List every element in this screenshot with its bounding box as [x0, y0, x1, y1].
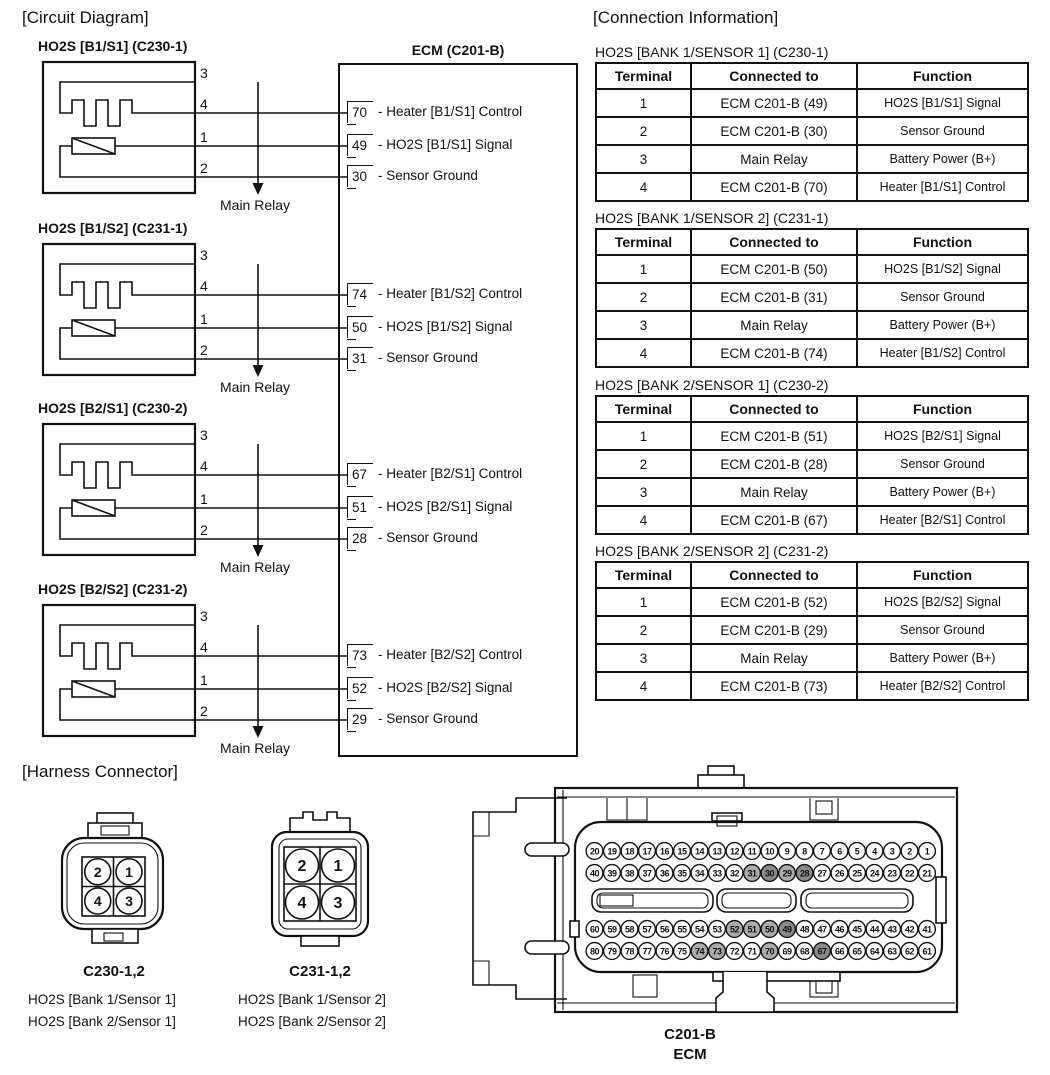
table-1-cell-3-1: 3	[596, 145, 691, 173]
c201b-pin-number-28: 28	[799, 868, 810, 879]
table-4-row-1	[596, 588, 1028, 616]
circuit-heading-2: HO2S [B1/S2] (C231-1)	[38, 220, 188, 236]
c201b-pin-number-14: 14	[694, 846, 705, 857]
c201b-pin-number-56: 56	[659, 924, 670, 935]
c201b-pin-number-54: 54	[694, 924, 705, 935]
connection-table-1	[595, 62, 1029, 202]
c201b-pin-number-61: 61	[922, 946, 932, 957]
connection-table-2	[595, 228, 1029, 368]
terminal-label-1-2: 2	[200, 160, 208, 176]
terminal-label-2-2: 2	[200, 342, 208, 358]
connector-c201b-drawing	[473, 766, 957, 1012]
ecm-pin-row-73	[347, 644, 522, 666]
main-relay-label-3: Main Relay	[220, 559, 291, 575]
ecm-pin-function-label: - Sensor Ground	[378, 711, 478, 726]
c230-function-label-1: HO2S [Bank 1/Sensor 1]	[28, 992, 176, 1007]
c201b-pin-number-17: 17	[642, 846, 652, 857]
c201b-pin-number-75: 75	[677, 946, 687, 957]
table-1-header-3: Function	[857, 63, 1028, 89]
c201b-pin-number-67: 67	[817, 946, 827, 957]
table-3-header-1: Terminal	[596, 396, 691, 422]
table-1-cell-2-3: Sensor Ground	[857, 117, 1028, 145]
table-2-header-3: Function	[857, 229, 1028, 255]
c201b-pin-number-77: 77	[642, 946, 652, 957]
c201b-pin-number-44: 44	[869, 924, 880, 935]
terminal-label-4-4: 4	[200, 639, 208, 655]
c201b-pin-number-40: 40	[589, 868, 600, 879]
ecm-pin-number-49: 49	[347, 134, 373, 156]
ecm-pin-row-74	[347, 283, 522, 305]
c201b-pin-number-9: 9	[784, 846, 790, 857]
table-3-header-2: Connected to	[691, 396, 857, 422]
c201b-pin-number-15: 15	[677, 846, 687, 857]
ecm-pin-number-67: 67	[347, 463, 373, 485]
table-1-cell-2-1: 2	[596, 117, 691, 145]
table-2-cell-1-2: ECM C201-B (50)	[691, 255, 857, 283]
circuit-art-4	[43, 605, 347, 738]
c201b-pin-number-35: 35	[677, 868, 687, 879]
connection-table-3	[595, 395, 1029, 535]
c201b-pin-number-22: 22	[904, 868, 915, 879]
table-2-cell-1-3: HO2S [B1/S2] Signal	[857, 255, 1028, 283]
c201b-pin-number-49: 49	[782, 924, 792, 935]
ecm-pin-function-label: - HO2S [B1/S1] Signal	[378, 137, 513, 152]
ecm-pin-number-74: 74	[347, 283, 373, 305]
c201b-caption-ecm: ECM	[673, 1046, 707, 1063]
c201b-pin-number-3: 3	[889, 846, 895, 857]
table-3-row-4	[596, 506, 1028, 534]
c201b-pin-number-47: 47	[817, 924, 827, 935]
c201b-pin-number-38: 38	[624, 868, 635, 879]
table-2-cell-2-2: ECM C201-B (31)	[691, 283, 857, 311]
table-3-header-3: Function	[857, 396, 1028, 422]
table-2-cell-4-3: Heater [B1/S2] Control	[857, 339, 1028, 367]
ecm-pin-row-31	[347, 347, 478, 369]
table-1-row-3	[596, 145, 1028, 173]
c201b-caption: C201-B	[664, 1026, 716, 1043]
ecm-pin-function-label: - Heater [B2/S1] Control	[378, 466, 523, 481]
table-caption-4: HO2S [BANK 2/SENSOR 2] (C231-2)	[595, 543, 829, 559]
c201b-pin-number-60: 60	[589, 924, 600, 935]
ecm-pin-row-30	[347, 165, 478, 187]
c201b-pin-number-78: 78	[624, 946, 635, 957]
table-4-cell-3-1: 3	[596, 644, 691, 672]
c201b-pin-number-6: 6	[837, 846, 842, 857]
c201b-pin-number-74: 74	[694, 946, 705, 957]
connector-c230-drawing	[62, 813, 163, 943]
ecm-pin-row-28	[347, 527, 478, 549]
table-3-cell-3-1: 3	[596, 478, 691, 506]
table-1-cell-1-2: ECM C201-B (49)	[691, 89, 857, 117]
ecm-pin-function-label: - HO2S [B2/S2] Signal	[378, 680, 513, 695]
table-2-cell-4-1: 4	[596, 339, 691, 367]
ecm-pin-function-label: - Heater [B1/S2] Control	[378, 286, 523, 301]
c231-function-label-2: HO2S [Bank 2/Sensor 2]	[238, 1014, 386, 1029]
table-1-cell-4-2: ECM C201-B (70)	[691, 173, 857, 201]
ecm-pin-row-70	[347, 101, 522, 123]
c201b-pin-number-30: 30	[764, 868, 775, 879]
table-1-header-2: Connected to	[691, 63, 857, 89]
table-caption-1: HO2S [BANK 1/SENSOR 1] (C230-1)	[595, 44, 829, 60]
c201b-pin-number-48: 48	[799, 924, 810, 935]
c201b-pin-number-19: 19	[607, 846, 617, 857]
table-4-row-4	[596, 672, 1028, 700]
table-3-cell-4-3: Heater [B2/S1] Control	[857, 506, 1028, 534]
table-1-cell-4-3: Heater [B1/S1] Control	[857, 173, 1028, 201]
terminal-label-4-2: 2	[200, 703, 208, 719]
c231-pin-label-2: 2	[297, 858, 307, 875]
c201b-pin-number-1: 1	[924, 846, 930, 857]
c201b-pin-number-50: 50	[764, 924, 775, 935]
table-3-cell-2-1: 2	[596, 450, 691, 478]
table-4-cell-1-1: 1	[596, 588, 691, 616]
c201b-pin-number-76: 76	[659, 946, 670, 957]
c201b-pin-number-69: 69	[782, 946, 792, 957]
terminal-label-3-3: 3	[200, 427, 208, 443]
c201b-pin-number-73: 73	[712, 946, 722, 957]
c201b-pin-number-68: 68	[799, 946, 810, 957]
circuit-heading-4: HO2S [B2/S2] (C231-2)	[38, 581, 188, 597]
table-1-row-2	[596, 117, 1028, 145]
terminal-label-1-4: 4	[200, 96, 208, 112]
c201b-pin-number-57: 57	[642, 924, 652, 935]
table-2-row-2	[596, 283, 1028, 311]
c230-pin-label-1: 1	[125, 864, 133, 880]
table-2-header-1: Terminal	[596, 229, 691, 255]
c201b-pin-number-26: 26	[834, 868, 845, 879]
c201b-pin-number-53: 53	[712, 924, 722, 935]
terminal-label-1-1: 1	[200, 129, 208, 145]
connection-information-title: [Connection Information]	[593, 8, 779, 27]
ecm-pin-number-70: 70	[347, 101, 373, 123]
c230-pin-label-2: 2	[93, 864, 102, 880]
table-2-cell-3-3: Battery Power (B+)	[857, 311, 1028, 339]
c201b-pin-number-11: 11	[747, 846, 757, 857]
ecm-pin-row-52	[347, 677, 512, 699]
table-2-header-2: Connected to	[691, 229, 857, 255]
ecm-pin-number-31: 31	[347, 347, 373, 369]
ecm-pin-number-73: 73	[347, 644, 373, 666]
table-1-cell-4-1: 4	[596, 173, 691, 201]
c201b-pin-number-24: 24	[869, 868, 880, 879]
table-3-row-1	[596, 422, 1028, 450]
circuit-diagram-title: [Circuit Diagram]	[22, 8, 149, 27]
table-2-cell-3-1: 3	[596, 311, 691, 339]
table-4-header-2: Connected to	[691, 562, 857, 588]
table-4-row-2	[596, 616, 1028, 644]
terminal-label-3-1: 1	[200, 491, 208, 507]
ecm-pin-function-label: - Sensor Ground	[378, 530, 478, 545]
ecm-pin-row-51	[347, 496, 512, 518]
table-4-row-3	[596, 644, 1028, 672]
c201b-pin-number-31: 31	[747, 868, 757, 879]
table-caption-3: HO2S [BANK 2/SENSOR 1] (C230-2)	[595, 377, 829, 393]
c201b-pin-number-27: 27	[817, 868, 827, 879]
circuit-heading-3: HO2S [B2/S1] (C230-2)	[38, 400, 188, 416]
table-1-cell-1-3: HO2S [B1/S1] Signal	[857, 89, 1028, 117]
table-1-header-1: Terminal	[596, 63, 691, 89]
table-4-cell-4-3: Heater [B2/S2] Control	[857, 672, 1028, 700]
ecm-pin-number-28: 28	[347, 527, 373, 549]
table-2-cell-1-1: 1	[596, 255, 691, 283]
table-2-row-1	[596, 255, 1028, 283]
c201b-pin-number-70: 70	[764, 946, 775, 957]
c201b-pin-number-4: 4	[872, 846, 877, 857]
c230-pin-label-3: 3	[125, 893, 133, 909]
c201b-pin-number-12: 12	[729, 846, 740, 857]
table-2-cell-2-1: 2	[596, 283, 691, 311]
c201b-pin-number-10: 10	[764, 846, 775, 857]
c231-caption: C231-1,2	[289, 963, 351, 980]
ecm-pin-number-50: 50	[347, 316, 373, 338]
table-3-cell-1-2: ECM C201-B (51)	[691, 422, 857, 450]
c201b-pin-number-36: 36	[659, 868, 670, 879]
ecm-pin-number-51: 51	[347, 496, 373, 518]
c201b-pin-number-41: 41	[922, 924, 932, 935]
ecm-pin-row-50	[347, 316, 512, 338]
table-2-cell-2-3: Sensor Ground	[857, 283, 1028, 311]
c201b-pin-number-63: 63	[887, 946, 897, 957]
table-3-cell-4-2: ECM C201-B (67)	[691, 506, 857, 534]
table-2-cell-3-2: Main Relay	[691, 311, 857, 339]
c230-function-label-2: HO2S [Bank 2/Sensor 1]	[28, 1014, 176, 1029]
table-1-cell-3-3: Battery Power (B+)	[857, 145, 1028, 173]
terminal-label-3-4: 4	[200, 458, 208, 474]
harness-connector-title: [Harness Connector]	[22, 762, 178, 781]
table-4-cell-1-3: HO2S [B2/S2] Signal	[857, 588, 1028, 616]
terminal-label-3-2: 2	[200, 522, 208, 538]
ecm-pin-function-label: - HO2S [B2/S1] Signal	[378, 499, 513, 514]
c201b-pin-number-37: 37	[642, 868, 652, 879]
table-1-cell-2-2: ECM C201-B (30)	[691, 117, 857, 145]
ecm-pin-function-label: - HO2S [B1/S2] Signal	[378, 319, 513, 334]
c201b-pin-number-52: 52	[729, 924, 740, 935]
c201b-pin-number-59: 59	[607, 924, 617, 935]
table-3-cell-4-1: 4	[596, 506, 691, 534]
table-3-cell-3-2: Main Relay	[691, 478, 857, 506]
c201b-pin-number-18: 18	[624, 846, 635, 857]
table-4-cell-2-2: ECM C201-B (29)	[691, 616, 857, 644]
table-4-cell-1-2: ECM C201-B (52)	[691, 588, 857, 616]
table-4-cell-4-1: 4	[596, 672, 691, 700]
c201b-pin-number-65: 65	[852, 946, 862, 957]
c201b-pin-number-46: 46	[834, 924, 845, 935]
c201b-pin-number-79: 79	[607, 946, 617, 957]
ecm-pin-number-52: 52	[347, 677, 373, 699]
table-4-cell-3-3: Battery Power (B+)	[857, 644, 1028, 672]
c231-pin-label-4: 4	[297, 895, 307, 912]
main-relay-label-4: Main Relay	[220, 740, 291, 756]
c201b-pin-number-55: 55	[677, 924, 687, 935]
terminal-label-4-3: 3	[200, 608, 208, 624]
circuit-art-1	[43, 62, 347, 195]
terminal-label-1-3: 3	[200, 65, 208, 81]
c201b-pin-number-25: 25	[852, 868, 862, 879]
ecm-pin-function-label: - Sensor Ground	[378, 168, 478, 183]
main-relay-label-1: Main Relay	[220, 197, 291, 213]
table-4-header-1: Terminal	[596, 562, 691, 588]
c201b-pin-number-34: 34	[694, 868, 705, 879]
ecm-pin-function-label: - Sensor Ground	[378, 350, 478, 365]
c230-pin-label-4: 4	[93, 893, 102, 909]
c201b-pin-number-51: 51	[747, 924, 757, 935]
ecm-box-title: ECM (C201-B)	[411, 42, 505, 58]
ecm-pin-function-label: - Heater [B1/S1] Control	[378, 104, 523, 119]
c201b-pin-number-21: 21	[922, 868, 932, 879]
table-3-row-2	[596, 450, 1028, 478]
c231-pin-label-3: 3	[333, 895, 343, 912]
c201b-pin-number-64: 64	[869, 946, 880, 957]
table-2-row-4	[596, 339, 1028, 367]
c201b-pin-number-29: 29	[782, 868, 792, 879]
ecm-pin-row-49	[347, 134, 512, 156]
c201b-pin-number-16: 16	[659, 846, 670, 857]
table-2-row-3	[596, 311, 1028, 339]
table-4-cell-3-2: Main Relay	[691, 644, 857, 672]
c201b-pin-number-20: 20	[589, 846, 600, 857]
terminal-label-4-1: 1	[200, 672, 208, 688]
table-4-cell-4-2: ECM C201-B (73)	[691, 672, 857, 700]
table-1-cell-1-1: 1	[596, 89, 691, 117]
c201b-pin-number-2: 2	[907, 846, 912, 857]
ecm-pin-row-67	[347, 463, 522, 485]
c201b-pin-number-72: 72	[729, 946, 740, 957]
terminal-label-2-3: 3	[200, 247, 208, 263]
table-1-row-1	[596, 89, 1028, 117]
c201b-pin-number-8: 8	[802, 846, 807, 857]
table-3-row-3	[596, 478, 1028, 506]
c201b-pin-number-13: 13	[712, 846, 722, 857]
ecm-pin-function-label: - Heater [B2/S2] Control	[378, 647, 523, 662]
c201b-pin-number-66: 66	[834, 946, 845, 957]
c231-pin-label-1: 1	[333, 858, 343, 875]
table-3-cell-1-3: HO2S [B2/S1] Signal	[857, 422, 1028, 450]
c201b-pin-number-23: 23	[887, 868, 897, 879]
c201b-pin-number-62: 62	[904, 946, 915, 957]
c201b-pin-number-33: 33	[712, 868, 722, 879]
c201b-pin-number-32: 32	[729, 868, 740, 879]
table-1-cell-3-2: Main Relay	[691, 145, 857, 173]
ecm-pin-number-29: 29	[347, 708, 373, 730]
circuit-art-2	[43, 244, 347, 377]
c201b-pin-number-45: 45	[852, 924, 862, 935]
circuit-heading-1: HO2S [B1/S1] (C230-1)	[38, 38, 188, 54]
c201b-pin-number-39: 39	[607, 868, 617, 879]
connector-c231-drawing	[272, 812, 368, 946]
c201b-pin-number-5: 5	[854, 846, 860, 857]
terminal-label-2-4: 4	[200, 278, 208, 294]
table-2-cell-4-2: ECM C201-B (74)	[691, 339, 857, 367]
table-3-cell-1-1: 1	[596, 422, 691, 450]
c201b-pin-number-58: 58	[624, 924, 635, 935]
table-3-cell-2-3: Sensor Ground	[857, 450, 1028, 478]
table-1-row-4	[596, 173, 1028, 201]
c201b-pin-number-71: 71	[747, 946, 757, 957]
circuit-art-3	[43, 424, 347, 557]
main-relay-label-2: Main Relay	[220, 379, 291, 395]
ecm-pin-number-30: 30	[347, 165, 373, 187]
table-3-cell-3-3: Battery Power (B+)	[857, 478, 1028, 506]
c201b-pin-number-42: 42	[904, 924, 915, 935]
table-3-cell-2-2: ECM C201-B (28)	[691, 450, 857, 478]
table-4-cell-2-3: Sensor Ground	[857, 616, 1028, 644]
table-caption-2: HO2S [BANK 1/SENSOR 2] (C231-1)	[595, 210, 829, 226]
c230-caption: C230-1,2	[83, 963, 145, 980]
c201b-pin-number-80: 80	[589, 946, 600, 957]
terminal-label-2-1: 1	[200, 311, 208, 327]
ecm-pin-row-29	[347, 708, 478, 730]
c201b-pin-number-7: 7	[819, 846, 825, 857]
c201b-pin-number-43: 43	[887, 924, 897, 935]
table-4-header-3: Function	[857, 562, 1028, 588]
connection-table-4	[595, 561, 1029, 701]
table-4-cell-2-1: 2	[596, 616, 691, 644]
c231-function-label-1: HO2S [Bank 1/Sensor 2]	[238, 992, 386, 1007]
